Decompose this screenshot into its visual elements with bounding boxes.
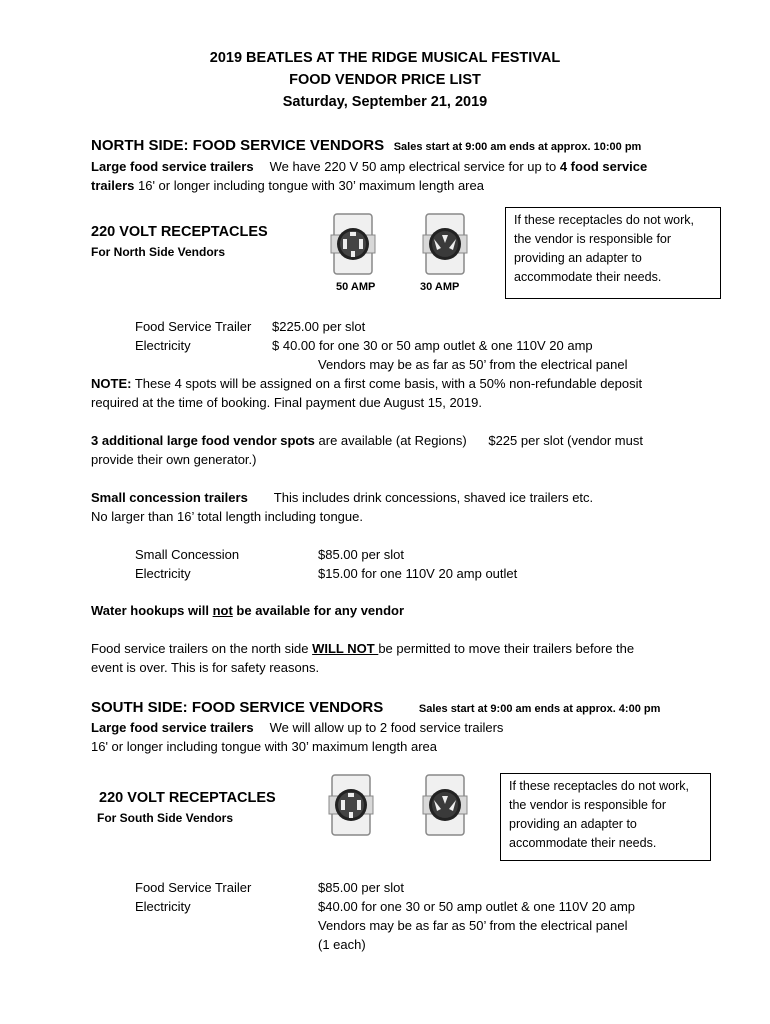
north-fee-electricity-extra: Vendors may be as far as 50’ from the electrical panel [318, 357, 628, 372]
south-sales-hours: Sales start at 9:00 am ends at approx. 4:00 pm [418, 703, 661, 715]
south-large-trailers-2: 16' or longer including tongue with 30’ maximum length area [91, 739, 437, 754]
water-b: not [212, 603, 233, 618]
north-small-fee-value: $85.00 per slot [318, 547, 405, 562]
move-a: Food service trailers on the north side [91, 641, 313, 656]
north-note-label: NOTE: [91, 376, 132, 391]
north-note [91, 376, 642, 391]
north-additional-bold: 3 additional large food vendor spots [91, 433, 315, 448]
south-fee-trailer-label: Food Service Trailer [135, 880, 252, 895]
south-fee-electricity-extra-2: (1 each) [318, 937, 366, 952]
north-additional-spots-2: provide their own generator.) [91, 452, 257, 467]
north-50-amp-label: 50 AMP [336, 281, 376, 293]
receptacle-50-amp-icon [328, 774, 374, 836]
south-fee-electricity-extra: Vendors may be as far as 50’ from the electrical panel [318, 918, 628, 933]
north-large-text-a: We have 220 V 50 amp electrical service for up to [269, 159, 560, 174]
north-small-trailers [91, 490, 593, 505]
north-additional-text: are available (at Regions) $225 per slot (vendor must [314, 433, 643, 448]
north-receptacles-sub: For North Side Vendors [91, 245, 226, 259]
south-fee-electricity-value: $40.00 for one 30 or 50 amp outlet & one 110V 20 amp [318, 899, 636, 914]
north-small-electricity-label: Electricity [135, 566, 191, 581]
north-adapter-note: If these receptacles do not work, the vendor is responsible for providing an adapter to accommodate their needs. [505, 207, 721, 299]
north-sales-hours: Sales start at 9:00 am ends at approx. 10:00 pm [393, 141, 642, 153]
south-fee-electricity-label: Electricity [135, 899, 191, 914]
north-fee-trailer-label: Food Service Trailer [135, 319, 252, 334]
north-note-2: required at the time of booking. Final payment due August 15, 2019. [91, 395, 482, 410]
doc-title: 2019 BEATLES AT THE RIDGE MUSICAL FESTIVAL [209, 50, 561, 66]
north-small-trailers-2: No larger than 16’ total length including tongue. [91, 509, 363, 524]
north-small-label: Small concession trailers [91, 490, 248, 505]
move-c: be permitted to move their trailers before the [378, 641, 635, 656]
north-large-text-d: 16' or longer including tongue with 30’ maximum length area [134, 178, 484, 193]
north-heading: NORTH SIDE: FOOD SERVICE VENDORS [91, 137, 385, 154]
south-fee-trailer-value: $85.00 per slot [318, 880, 405, 895]
north-water-note [91, 603, 404, 618]
water-a: Water hookups will [91, 603, 213, 618]
north-note-text: These 4 spots will be assigned on a first come basis, with a 50% non-refundable deposit [131, 376, 643, 391]
south-large-trailers [91, 720, 503, 735]
north-small-electricity-value: $15.00 for one 110V 20 amp outlet [318, 566, 518, 581]
north-heading-row [91, 137, 641, 154]
north-small-text: This includes drink concessions, shaved ice trailers etc. [273, 490, 594, 505]
south-receptacles-sub: For South Side Vendors [97, 811, 234, 825]
north-move-note [91, 641, 634, 656]
north-30-amp-label: 30 AMP [420, 281, 460, 293]
north-small-fee-label: Small Concession [135, 547, 240, 562]
receptacle-30-amp-icon [422, 774, 468, 836]
north-large-text-b: 4 food service [559, 159, 648, 174]
receptacle-50-amp-icon [330, 213, 376, 275]
south-adapter-note: If these receptacles do not work, the vendor is responsible for providing an adapter to accommodate their needs. [500, 773, 711, 861]
north-large-text-c: trailers [91, 178, 135, 193]
north-additional-spots [91, 433, 643, 448]
south-heading: SOUTH SIDE: FOOD SERVICE VENDORS [91, 699, 384, 716]
north-fee-electricity-value: $ 40.00 for one 30 or 50 amp outlet & one 110V 20 amp [272, 338, 593, 353]
north-large-label: Large food service trailers [91, 159, 254, 174]
move-b: WILL NOT [312, 641, 379, 656]
north-receptacles-title: 220 VOLT RECEPTACLES [91, 224, 268, 240]
south-receptacles-title: 220 VOLT RECEPTACLES [99, 790, 276, 806]
north-fee-trailer-value: $225.00 per slot [272, 319, 366, 334]
north-move-note-2: event is over. This is for safety reasons. [91, 660, 320, 675]
north-large-trailers [91, 159, 647, 174]
south-heading-row [91, 699, 660, 716]
receptacle-30-amp-icon [422, 213, 468, 275]
water-c: be available for any vendor [232, 603, 405, 618]
doc-date: Saturday, September 21, 2019 [282, 94, 488, 110]
south-large-text: We will allow up to 2 food service trailers [269, 720, 504, 735]
north-fee-electricity-label: Electricity [135, 338, 191, 353]
north-large-trailers-2 [91, 178, 484, 193]
doc-subtitle: FOOD VENDOR PRICE LIST [289, 72, 481, 88]
south-large-label: Large food service trailers [91, 720, 254, 735]
